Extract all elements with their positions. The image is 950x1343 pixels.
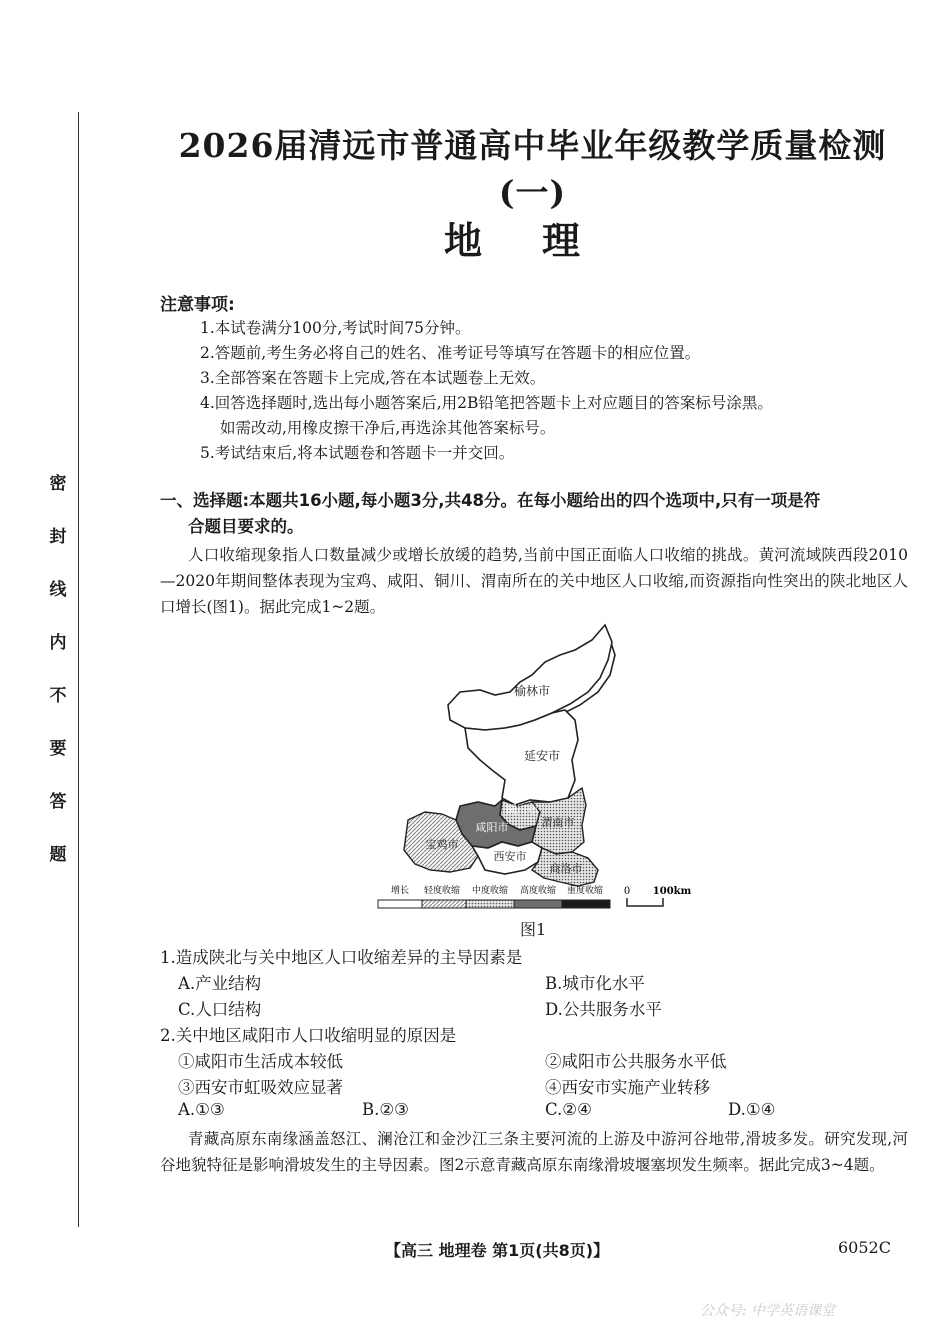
notice-item: 4.回答选择题时,选出每小题答案后,用2B铅笔把答题卡上对应题目的答案标号涂黑。 [200,394,773,412]
legend-label: 轻度收缩 [423,886,461,896]
notice-heading: 注意事项: [160,295,235,315]
question-2-stem: 2.关中地区咸阳市人口收缩明显的原因是 [160,1026,457,1045]
seal-char: 密 [49,474,67,494]
notice-item: 3.全部答案在答题卡上完成,答在本试题卷上无效。 [200,369,546,387]
question-1-stem: 1.造成陕北与关中地区人口收缩差异的主导因素是 [160,948,523,967]
legend-label: 重度收缩 [566,886,604,896]
q2-statement-3: ③西安市虹吸效应显著 [178,1078,343,1097]
seal-text [48,476,68,900]
paper-code: 6052C [838,1238,891,1257]
q2-option-d: D.①④ [728,1100,776,1119]
section-heading-line: 一、选择题:本题共16小题,每小题3分,共48分。在每小题给出的四个选项中,只有一项是符 [160,491,821,510]
q2-statement-4: ④西安市实施产业转移 [545,1078,710,1097]
label-baoji: 宝鸡市 [425,838,459,851]
legend-swatch-severe [562,900,610,908]
seal-char: 答 [49,792,67,812]
notice-item: 5.考试结束后,将本试题卷和答题卡一并交回。 [200,444,515,462]
q1-option-b: B.城市化水平 [545,974,645,993]
scale-zero: 0 [623,886,631,897]
legend-swatch-mild [422,900,466,908]
legend-label: 高度收缩 [519,886,557,896]
notice-item: 1.本试卷满分100分,考试时间75分钟。 [200,319,471,337]
passage-1: 人口收缩现象指人口数量减少或增长放缓的趋势,当前中国正面临人口收缩的挑战。黄河流域陕西段2010—2020年期间整体表现为宝鸡、咸阳、铜川、渭南所在的关中地区人口收缩,而资源指向性突出的陕北地区人口增长(图1)。据此完成1~2题。 [160,546,908,616]
q2-option-a: A.①③ [178,1100,225,1119]
q1-option-c: C.人口结构 [178,1000,262,1019]
passage-2: 青藏高原东南缘涵盖怒江、澜沧江和金沙江三条主要河流的上游及中游河谷地带,滑坡多发。研究发现,河谷地貌特征是影响滑坡发生的主导因素。图2示意青藏高原东南缘滑坡堰塞坝发生频率。据此完成3~4题。 [160,1130,908,1174]
watermark: 公众号: 中学英语课堂 [700,1303,836,1319]
page-footer: 【高三 地理卷 第1页(共8页)】 [385,1241,610,1260]
q1-option-d: D.公共服务水平 [545,1000,662,1019]
seal-char: 内 [49,633,67,653]
label-weinan: 渭南市 [541,816,575,829]
q2-statement-1: ①咸阳市生活成本较低 [178,1052,343,1071]
q2-statement-2: ②咸阳市公共服务水平低 [545,1052,727,1071]
binding-line [78,112,79,1227]
region-yulin-body [448,625,612,730]
seal-char: 题 [49,845,67,865]
figure-caption: 图1 [520,920,547,939]
label-tongchuan: 铜川市 [505,803,539,816]
label-xianyang: 咸阳市 [475,821,509,834]
legend-swatch-high [514,900,562,908]
seal-char: 不 [49,686,67,706]
seal-char: 线 [49,580,67,600]
legend-swatch-moderate [466,900,514,908]
exam-title: 2026届清远市普通高中毕业年级教学质量检测(一) [178,126,887,212]
q2-option-c: C.②④ [545,1100,592,1119]
legend-label: 增长 [390,886,410,896]
shaanxi-map [360,620,700,920]
q2-option-b: B.②③ [362,1100,409,1119]
notice-item: 2.答题前,考生务必将自己的姓名、准考证号等填写在答题卡的相应位置。 [200,344,701,362]
subject-title: 地理 [443,219,640,263]
legend-swatch-growth [378,900,422,908]
section-heading [160,488,910,540]
label-shangluo: 商洛市 [549,862,583,875]
label-yulin: 榆林市 [513,684,551,698]
label-yanan: 延安市 [523,749,561,763]
seal-char: 封 [49,527,67,547]
scale-bar [627,898,663,906]
notice-item: 如需改动,用橡皮擦干净后,再选涂其他答案标号。 [220,419,556,437]
legend-label: 中度收缩 [471,886,509,896]
label-xian: 西安市 [493,850,527,863]
q1-option-a: A.产业结构 [178,974,262,993]
section-heading-line: 合题目要求的。 [188,517,304,536]
notice-list [200,316,905,466]
scale-label: 100km [652,886,692,897]
seal-char: 要 [49,739,67,759]
